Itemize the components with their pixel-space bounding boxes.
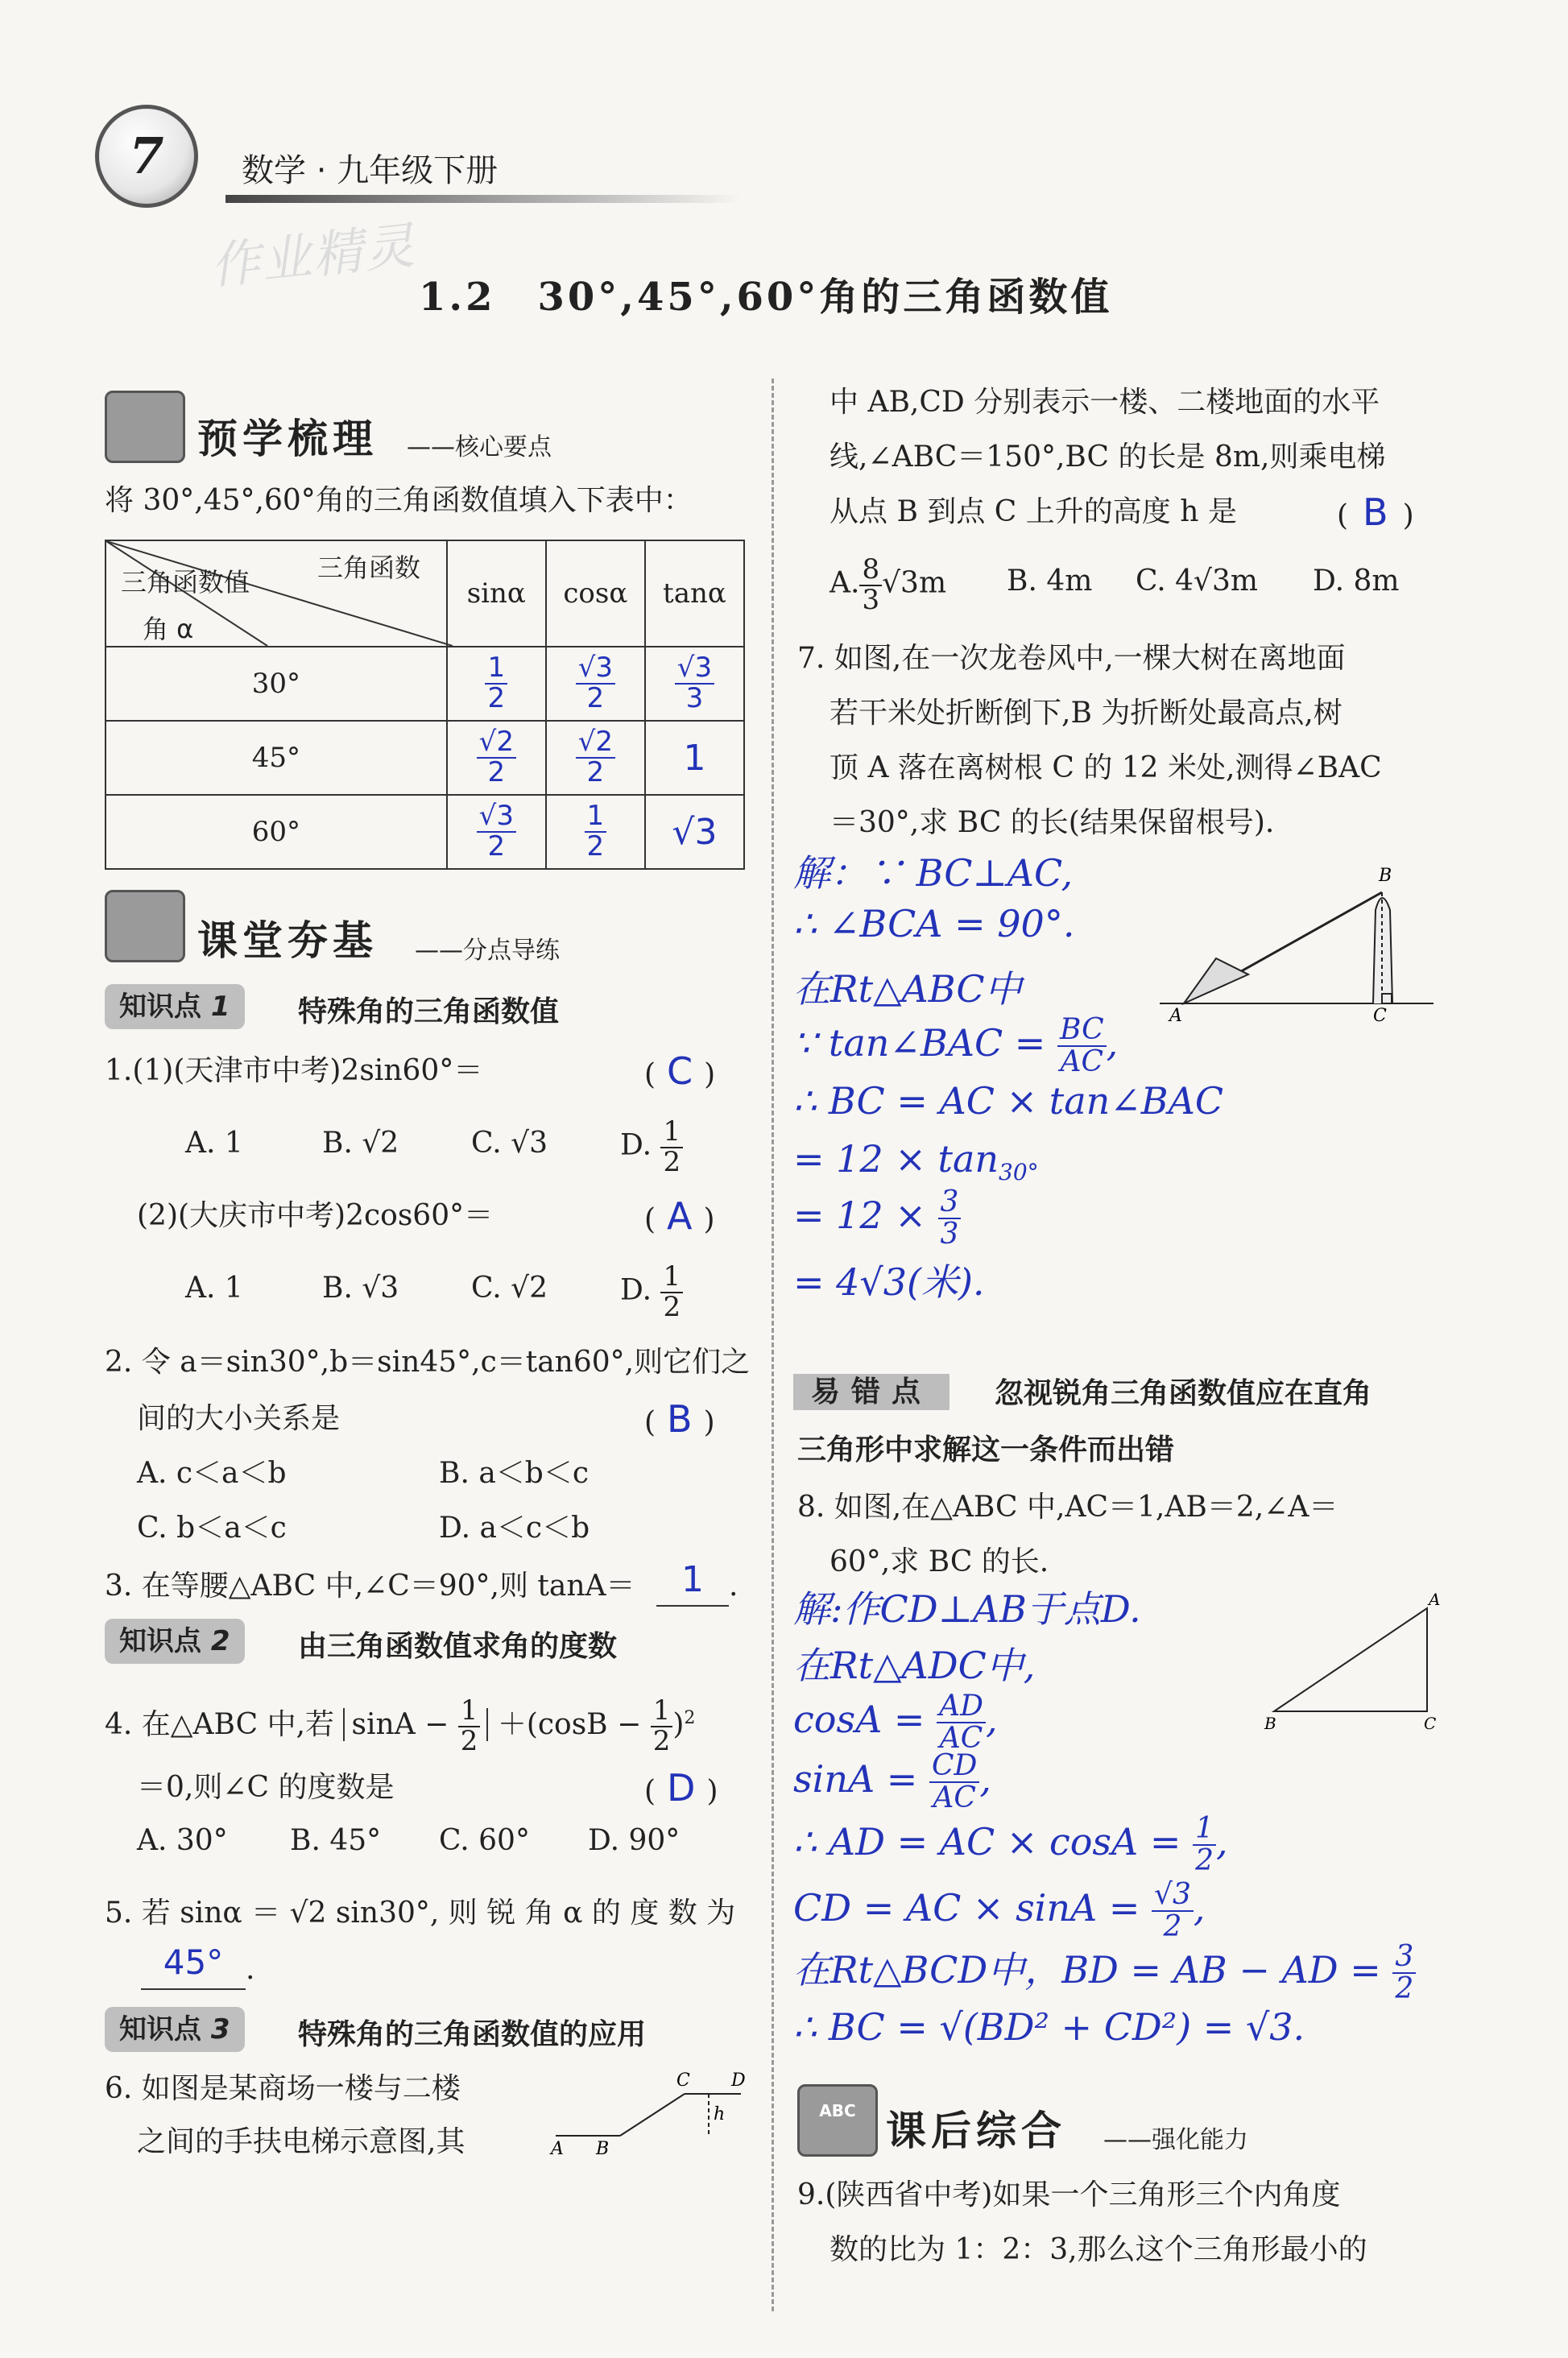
label-b: B — [1379, 866, 1392, 886]
q5-answer: 45° — [163, 1942, 224, 1982]
den: AC — [1060, 1045, 1104, 1078]
q7-sol-2: ∴ ∠BCA = 90°. — [793, 902, 1075, 945]
q3-stem: 3. 在等腰△ABC 中,∠C＝90°,则 tanA＝ — [105, 1570, 635, 1603]
q8-line-1: 8. 如图,在△ABC 中,AC＝1,AB＝2,∠A＝ — [797, 1491, 1338, 1524]
label-a: A — [1429, 1591, 1441, 1609]
kp-number: 2 — [210, 1625, 230, 1657]
sol-sub: 30° — [999, 1159, 1039, 1186]
col-sin: sinα — [447, 540, 546, 647]
q7-sol-8: = 4√3(米). — [793, 1260, 985, 1304]
num: 1 — [485, 654, 507, 685]
q5-stem: 5. 若 sinα ＝ √2 sin30°, 则 锐 角 α 的 度 数 为 — [105, 1897, 736, 1930]
q4-opt-b: B. 45° — [290, 1824, 382, 1857]
num: 1 — [660, 1263, 683, 1293]
q8-line-2: 60°,求 BC 的长. — [830, 1545, 1049, 1578]
den: 3 — [940, 1217, 959, 1251]
label-d: D — [731, 2070, 746, 2091]
q1a-bracket: ( C ) — [644, 1049, 716, 1093]
page-title: 1.2 30°,45°,60°角的三角函数值 — [419, 275, 1113, 320]
section-subtitle-classroom: ——分点导练 — [415, 937, 560, 965]
cell — [546, 795, 645, 869]
col-cos: cosα — [546, 540, 645, 647]
num: 1 — [651, 1697, 673, 1727]
den: 2 — [1395, 1972, 1414, 2005]
q6-answer: B — [1363, 490, 1388, 534]
den: AC — [939, 1721, 983, 1755]
q4-opt-c: C. 60° — [439, 1824, 530, 1857]
sol-text: cosA = — [793, 1697, 925, 1741]
row-angle: 60° — [105, 795, 447, 869]
den: 2 — [586, 756, 605, 788]
q2-stem-1: 2. 令 a＝sin30°,b＝sin45°,c＝tan60°,则它们之 — [105, 1346, 751, 1379]
num: 1 — [458, 1697, 481, 1727]
den: 2 — [460, 1725, 478, 1757]
q4-stem-pre: 4. 在△ABC 中,若 — [105, 1708, 335, 1741]
tree-figure — [1160, 862, 1442, 1023]
q1b-opt-c: C. √2 — [471, 1272, 548, 1305]
q7-sol-5: ∴ BC = AC × tan∠BAC — [793, 1079, 1224, 1123]
q8-sol-4 — [793, 1751, 991, 1814]
q8-sol-7 — [793, 1941, 1416, 2004]
den: 2 — [487, 830, 506, 863]
knowledge-point-2 — [105, 1619, 245, 1664]
q4-stem: 4. 在△ABC 中,若 sinA − $\frac{1}{2}$ ＋(cosB − $\frac{1}{2}$ )$^2$ — [105, 1694, 696, 1757]
den: 2 — [1163, 1909, 1182, 1943]
header-divider — [225, 195, 741, 203]
cell — [447, 795, 546, 869]
q1b-stem: (2)(大庆市中考)2cos60°＝ — [137, 1199, 494, 1232]
kp1-title: 特殊角的三角函数值 — [298, 995, 560, 1028]
school-icon — [105, 391, 185, 463]
kp-number: 3 — [210, 2013, 230, 2046]
den: AC — [933, 1781, 976, 1814]
q8-sol-8: ∴ BC = √(BD² + CD²) = √3. — [793, 2005, 1305, 2049]
q4-par-text: cosB − — [537, 1708, 642, 1741]
q8-sol-3 — [793, 1691, 998, 1754]
q4-bracket: ( D ) — [644, 1766, 718, 1810]
escalator-figure — [548, 2070, 757, 2158]
sol-comma: , — [979, 1756, 992, 1801]
den: 2 — [586, 830, 605, 863]
section-title-preview: 预学梳理 — [197, 416, 378, 462]
den: 3 — [685, 682, 704, 714]
num: 1 — [660, 1118, 683, 1148]
q7-line-1: 7. 如图,在一次龙卷风中,一棵大树在离地面 — [797, 642, 1346, 675]
opt-label: D. — [620, 1273, 652, 1307]
triangle-abc — [1274, 1608, 1427, 1711]
q3-answer-blank — [656, 1558, 729, 1607]
cell — [546, 647, 645, 721]
sol-comma: , — [1215, 1819, 1228, 1864]
q7-sol-3: 在Rt△ABC中 — [793, 967, 1022, 1011]
kp-label: 知识点 — [119, 1625, 201, 1657]
header-value: 三角函数值 — [121, 567, 250, 598]
q7-line-3: 顶 A 落在离树根 C 的 12 米处,测得∠BAC — [830, 751, 1382, 784]
label-b: B — [1264, 1714, 1276, 1733]
sol-text: ∴ AD = AC × cosA = — [793, 1819, 1181, 1864]
num: √3 — [576, 654, 615, 685]
q9-line-1: 9.(陕西省中考)如果一个三角形三个内角度 — [797, 2178, 1341, 2211]
q2-opt-b: B. a＜b＜c — [439, 1457, 590, 1490]
q1b-opt-d — [620, 1260, 683, 1323]
num: 3 — [938, 1187, 962, 1219]
row-angle: 30° — [105, 647, 447, 721]
q8-sol-5 — [793, 1814, 1228, 1876]
q6-right-2: 线,∠ABC＝150°,BC 的长是 8m,则乘电梯 — [830, 441, 1386, 474]
den: 2 — [487, 682, 506, 714]
label-c: C — [1373, 1006, 1387, 1023]
q5-answer-blank — [141, 1939, 246, 1990]
q2-opt-a: A. c＜a＜b — [137, 1457, 287, 1490]
page-number-badge: 7 — [95, 105, 198, 208]
sol-comma: , — [985, 1697, 998, 1741]
den: 2 — [1195, 1843, 1214, 1877]
q4-abs-text: sinA − — [351, 1708, 449, 1741]
num: 8 — [859, 556, 882, 586]
q1b-opt-a: A. 1 — [185, 1272, 243, 1305]
num: BC — [1057, 1015, 1107, 1047]
q1a-answer: C — [667, 1049, 693, 1093]
escalator-line — [620, 2094, 685, 2136]
sol-text: = 12 × tan — [793, 1137, 999, 1181]
label-a: A — [1169, 1006, 1182, 1023]
sol-text: = 12 × — [793, 1193, 926, 1237]
q8-sol-6 — [793, 1880, 1206, 1942]
triangle-figure — [1256, 1591, 1450, 1735]
den: 2 — [586, 682, 605, 714]
sol-text: sinA = — [793, 1756, 918, 1801]
kp-number: 1 — [210, 991, 230, 1023]
q9-line-2: 数的比为 1：2：3,那么这个三角形最小的 — [830, 2233, 1367, 2266]
opt-label: D. — [620, 1128, 652, 1162]
q2-stem-2: 间的大小关系是 — [137, 1402, 341, 1435]
q1b-answer: A — [667, 1194, 693, 1238]
opt-post: √3m — [882, 566, 947, 600]
label-a: A — [551, 2139, 564, 2158]
section-title-classroom: 课堂夯基 — [197, 917, 378, 964]
tree-crown — [1184, 958, 1248, 1003]
trig-table — [105, 540, 745, 870]
q1b-opt-b: B. √3 — [322, 1272, 399, 1305]
num: √2 — [576, 728, 615, 759]
kp-label: 知识点 — [119, 991, 201, 1023]
error-title-1: 忽视锐角三角函数值应在直角 — [995, 1377, 1372, 1410]
sol-text: ∵ tan∠BAC = — [793, 1020, 1046, 1065]
cell — [645, 647, 744, 721]
q2-opt-c: C. b＜a＜c — [137, 1512, 287, 1545]
sol-text: CD = AC × sinA = — [793, 1885, 1140, 1930]
q4-opt-d: D. 90° — [588, 1824, 681, 1857]
q6-bracket: ( B ) — [1337, 490, 1414, 534]
q7-sol-4 — [793, 1015, 1118, 1078]
q7-sol-6 — [793, 1137, 1039, 1185]
book-title: 数学 · 九年级下册 — [242, 152, 499, 189]
q7-sol-7 — [793, 1187, 961, 1250]
error-title-2: 三角形中求解这一条件而出错 — [797, 1433, 1175, 1467]
row-angle: 45° — [105, 721, 447, 795]
q8-sol-1: 解:作CD⊥AB于点D. — [793, 1587, 1141, 1631]
knowledge-point-1 — [105, 984, 245, 1029]
kp-label: 知识点 — [119, 2013, 201, 2046]
num: √2 — [477, 728, 516, 759]
q2-bracket: ( B ) — [644, 1397, 715, 1441]
q1a-opt-d — [620, 1115, 683, 1178]
den: 2 — [487, 756, 506, 788]
q4-answer: D — [667, 1766, 696, 1810]
sol-comma: , — [1193, 1885, 1206, 1930]
label-b: B — [596, 2139, 610, 2158]
q3-answer: 1 — [681, 1559, 704, 1600]
q4-exponent: 2 — [684, 1708, 696, 1728]
num: √3 — [675, 654, 714, 685]
cell: √3 — [645, 795, 744, 869]
q1a-opt-b: B. √2 — [322, 1127, 399, 1160]
q6-opt-b: B. 4m — [1007, 565, 1093, 598]
q5-end: . — [246, 1953, 255, 1986]
label-c: C — [676, 2070, 690, 2091]
header-angle: 角 α — [143, 614, 194, 644]
q6-opt-a — [830, 553, 947, 616]
q6-line-1: 6. 如图是某商场一楼与二楼 — [105, 2072, 461, 2105]
watermark: 作业精灵 — [207, 215, 419, 296]
q2-opt-d: D. a＜c＜b — [439, 1512, 590, 1545]
q4-opt-a: A. 30° — [137, 1824, 228, 1857]
q4-stem-2: ＝0,则∠C 的度数是 — [137, 1771, 395, 1804]
abc-book-icon: ABC — [797, 2084, 878, 2157]
table-corner-cell — [105, 540, 447, 647]
sol-text: 在Rt△BCD中，BD = AB − AD = — [793, 1948, 1381, 1992]
table-intro: 将 30°,45°,60°角的三角函数值填入下表中： — [105, 484, 693, 517]
section-subtitle-after: ——强化能力 — [1103, 2126, 1248, 2154]
q1b-bracket: ( A ) — [644, 1194, 715, 1238]
q7-line-4: ＝30°,求 BC 的长(结果保留根号). — [830, 806, 1275, 839]
error-point-tag — [793, 1369, 949, 1410]
q4-abs — [343, 1694, 488, 1757]
num: AD — [937, 1691, 986, 1723]
q1a-stem: 1.(1)(天津市中考)2sin60°＝ — [105, 1054, 483, 1087]
q7-line-2: 若干米处折断倒下,B 为折断处最高点,树 — [830, 697, 1343, 730]
q6-line-2: 之间的手扶电梯示意图,其 — [137, 2125, 465, 2158]
cell — [447, 721, 546, 795]
q6-right-3: 从点 B 到点 C 上升的高度 h 是 — [830, 495, 1237, 528]
num: CD — [929, 1751, 979, 1783]
q6-opt-c: C. 4√3m — [1136, 565, 1259, 598]
q6-opt-d: D. 8m — [1313, 565, 1400, 598]
knowledge-point-3 — [105, 2007, 245, 2052]
header-func: 三角函数 — [317, 552, 421, 583]
opt-label: A. — [830, 566, 860, 600]
num: √3 — [1152, 1880, 1194, 1912]
cell: 1 — [645, 721, 744, 795]
label-c: C — [1424, 1714, 1437, 1733]
error-tag: 易错点 — [793, 1374, 949, 1410]
q6-right-1: 中 AB,CD 分别表示一楼、二楼地面的水平 — [830, 386, 1380, 419]
sol-comma: , — [1106, 1020, 1119, 1065]
q7-sol-1: 解：∵ BC⊥AC, — [793, 851, 1074, 895]
section-subtitle-preview: ——核心要点 — [407, 433, 552, 461]
cell — [447, 647, 546, 721]
q1a-opt-a: A. 1 — [185, 1127, 243, 1160]
q8-sol-2: 在Rt△ADC中, — [793, 1644, 1036, 1687]
section-title-after: 课后综合 — [886, 2108, 1066, 2154]
cell — [546, 721, 645, 795]
den: 2 — [663, 1290, 681, 1323]
den: 2 — [663, 1145, 681, 1178]
num: 3 — [1392, 1942, 1416, 1974]
kp2-title: 由三角函数值求角的度数 — [298, 1630, 618, 1663]
num: 1 — [1193, 1814, 1216, 1846]
q3-end: . — [729, 1570, 738, 1603]
den: 2 — [652, 1725, 671, 1757]
col-tan: tanα — [645, 540, 744, 647]
num: √3 — [477, 802, 516, 833]
den: 3 — [862, 583, 880, 616]
label-h: h — [714, 2104, 726, 2124]
q2-answer: B — [667, 1397, 693, 1441]
kp3-title: 特殊角的三角函数值的应用 — [298, 2018, 647, 2051]
q4-plus: ＋ — [497, 1708, 527, 1741]
q1a-opt-c: C. √3 — [471, 1127, 548, 1160]
backpack-icon — [105, 890, 185, 962]
column-divider — [772, 379, 774, 2311]
num: 1 — [585, 802, 607, 833]
